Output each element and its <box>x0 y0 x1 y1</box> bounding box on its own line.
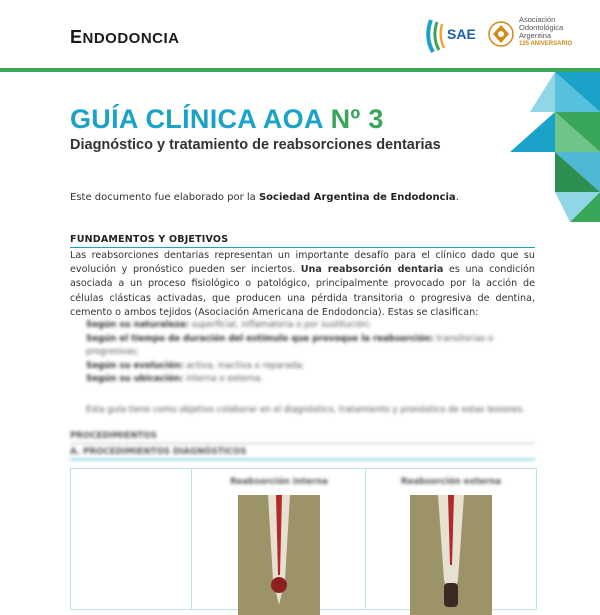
sae-label: SAE <box>447 26 476 42</box>
diagnostic-table <box>70 468 537 610</box>
intro-line: Este documento fue elaborado por la Sociedad Argentina de Endodoncia. <box>70 192 459 203</box>
aoa-name: Asociación Odontológica Argentina 125 ANIVERSARIO <box>519 15 573 47</box>
section-brand: ENDODONCIA <box>70 27 180 47</box>
fundamentals-paragraph: Las reabsorciones dentarias representan un importante desafío para el clínico dado que su evolución y pronóstico pueden ser inciertos. Una reabsorción dentaria es una condición asociada a un proceso fisiológico o patológico, principalmente provocado por la acción de células clásticas activadas, que producen una pérdida transitoria o progresiva de dentina, cemento o ambos tejidos (Asociación Americana de Endodoncia). Estas se clasifican: <box>70 250 535 318</box>
page-header <box>0 0 600 70</box>
external-resorption-xray <box>410 495 492 615</box>
decorative-triangles <box>510 72 600 222</box>
diagnostic-procedures-heading: A. PROCEDIMIENTOS DIAGNÓSTICOS <box>70 447 535 460</box>
list-item: Según su ubicación: interna o externa. <box>86 374 263 384</box>
table-column-blank <box>71 469 192 609</box>
list-item: Según su naturaleza: superficial, inflamatoria o por sustitución; <box>86 320 371 330</box>
classification-list <box>86 319 536 387</box>
external-resorption-label: Reabsorción externa <box>400 477 502 487</box>
section-heading: FUNDAMENTOS Y OBJETIVOS <box>70 234 535 248</box>
table-column-internal <box>193 469 366 609</box>
guide-subtitle: Diagnóstico y tratamiento de reabsorciones dentarias <box>70 137 441 153</box>
internal-resorption-xray <box>238 495 320 615</box>
list-item: Según el tiempo de duración del estímulo que provoque la reabsorción: transitorias o progresivas; <box>86 333 494 357</box>
aoa-seal-icon <box>487 20 515 48</box>
objective-text: Esta guía tiene como objetivo colaborar en el diagnóstico, tratamiento y pronóstico de estas lesiones. <box>86 405 525 415</box>
guide-title: GUÍA CLÍNICA AOA Nº 3 <box>70 104 384 134</box>
table-column-external <box>367 469 535 609</box>
internal-resorption-label: Reabsorción interna <box>230 477 328 487</box>
procedures-heading: PROCEDIMIENTOS <box>70 431 535 444</box>
list-item: Según su evolución: activa, inactiva o reparada; <box>86 360 305 371</box>
